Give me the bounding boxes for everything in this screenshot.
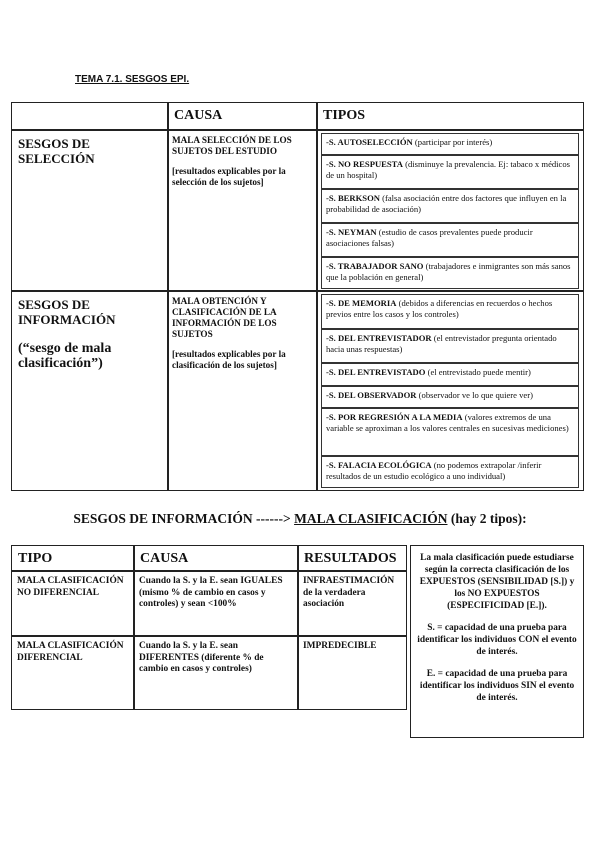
bias-name: SESGOS DE INFORMACIÓN bbox=[18, 297, 116, 327]
tipo-cell: MALA CLASIFICACIÓN DIFERENCIAL bbox=[11, 635, 135, 710]
definition-sensibilidad: S. = capacidad de una prueba para identificar los individuos CON el evento de interés. bbox=[417, 623, 577, 657]
tipo-cell: MALA CLASIFICACIÓN NO DIFERENCIAL bbox=[11, 570, 135, 637]
tipo-item: -S. DEL ENTREVISTADO (el entrevistado puede mentir) bbox=[321, 363, 579, 386]
tipo-item: -S. DEL OBSERVADOR (observador ve lo que quiere ver) bbox=[321, 386, 579, 408]
row-informacion-name bbox=[11, 290, 169, 491]
row-informacion-cause bbox=[167, 290, 318, 491]
bias-subtitle: (“sesgo de mala clasificación”) bbox=[18, 341, 112, 371]
cause-text: MALA OBTENCIÓN Y CLASIFICACIÓN DE LA INFORMACIÓN DE LOS SUJETOS bbox=[172, 296, 277, 339]
resultado-cell: INFRAESTIMACIÓN de la verdadera asociación bbox=[297, 570, 407, 637]
definition-especificidad: E. = capacidad de una prueba para identificar los individuos SIN el evento de interés. bbox=[419, 669, 575, 703]
causa-cell: Cuando la S. y la E. sean DIFERENTES (diferente % de cambio en casos y controles) bbox=[133, 635, 299, 710]
row-seleccion-name bbox=[11, 129, 169, 292]
tipo-item: -S. NO RESPUESTA (disminuye la prevalencia. Ej: tabaco x médicos de un hospital) bbox=[321, 155, 579, 189]
header-empty bbox=[11, 102, 169, 131]
tipo-item: -S. DEL ENTREVISTADOR (el entrevistador pregunta orientado hacia unas respuestas) bbox=[321, 329, 579, 363]
tipo-item: -S. DE MEMORIA (debidos a diferencias en recuerdos o hechos previos entre los casos y los controles) bbox=[321, 294, 579, 329]
section-suffix: (hay 2 tipos): bbox=[450, 511, 527, 526]
tipo-item: -S. TRABAJADOR SANO (trabajadores e inmigrantes son más sanos que la población en general) bbox=[321, 257, 579, 289]
row-seleccion-tipos bbox=[316, 129, 584, 292]
resultado-cell: IMPREDECIBLE bbox=[297, 635, 407, 710]
section-heading bbox=[0, 511, 600, 527]
tipo-item: -S. AUTOSELECCIÓN (participar por interés) bbox=[321, 133, 579, 155]
tipo-item: -S. BERKSON (falsa asociación entre dos factores que influyen en la probabilidad de asociación) bbox=[321, 189, 579, 223]
cause-note: [resultados explicables por la clasificación de los sujetos] bbox=[172, 349, 286, 370]
section-prefix: SESGOS DE INFORMACIÓN ------> bbox=[73, 511, 291, 526]
section-underlined: MALA CLASIFICACIÓN bbox=[294, 511, 448, 526]
definitions-box bbox=[410, 545, 584, 738]
definition-intro: La mala clasificación puede estudiarse según la correcta clasificación de los EXPUESTOS (SENSIBILIDAD [S.]) y los NO EXPUESTOS (ESPECIFICIDAD [E.]). bbox=[419, 553, 575, 611]
tipo-item: -S. POR REGRESIÓN A LA MEDIA (valores extremos de una variable se aproximan a los valores centrales en sucesivas mediciones) bbox=[321, 408, 579, 456]
tipo-item: -S. FALACIA ECOLÓGICA (no podemos extrapolar /inferir resultados de un estudio ecológico a uno individual) bbox=[321, 456, 579, 488]
header-causa: CAUSA bbox=[133, 545, 299, 572]
bias-name: SESGOS DE SELECCIÓN bbox=[18, 136, 95, 166]
cause-text: MALA SELECCIÓN DE LOS SUJETOS DEL ESTUDIO bbox=[172, 135, 292, 156]
tipo-item: -S. NEYMAN (estudio de casos prevalentes puede producir asociaciones falsas) bbox=[321, 223, 579, 257]
cause-note: [resultados explicables por la selección de los sujetos] bbox=[172, 166, 286, 187]
causa-cell: Cuando la S. y la E. sean IGUALES (mismo % de cambio en casos y controles) y sean <100% bbox=[133, 570, 299, 637]
header-tipo: TIPO bbox=[11, 545, 135, 572]
row-informacion-tipos bbox=[316, 290, 584, 491]
header-causa: CAUSA bbox=[167, 102, 318, 131]
page-title: TEMA 7.1. SESGOS EPI. bbox=[75, 74, 190, 85]
header-resultados: RESULTADOS bbox=[297, 545, 407, 572]
header-tipos: TIPOS bbox=[316, 102, 584, 131]
row-seleccion-cause bbox=[167, 129, 318, 292]
